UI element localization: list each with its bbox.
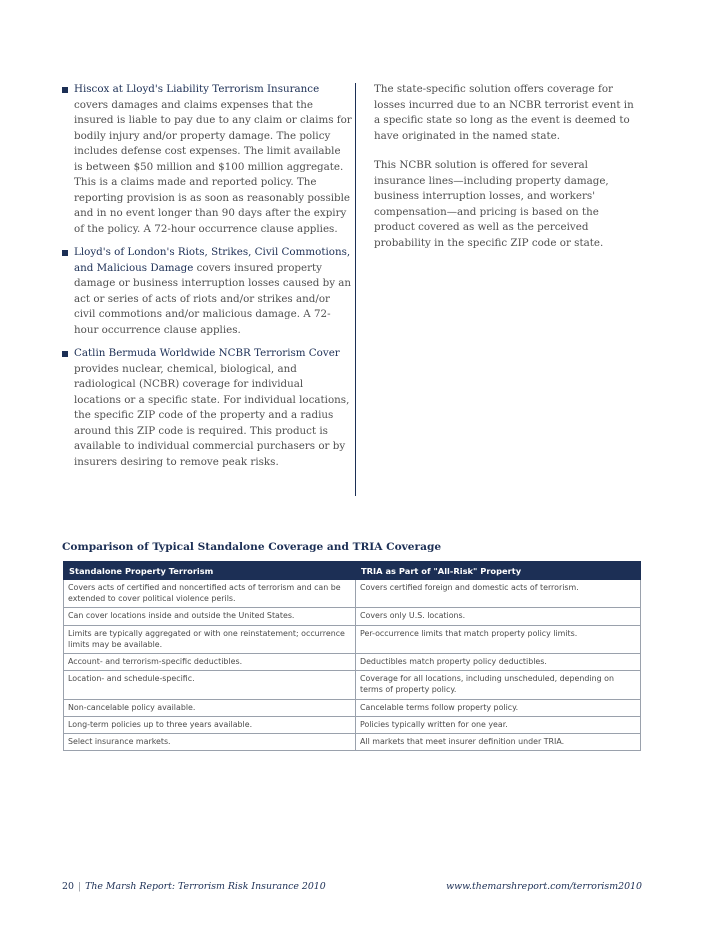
table-row bbox=[64, 734, 641, 751]
header-standalone: Standalone Property Terrorism bbox=[64, 562, 356, 580]
cell-tria: Policies typically written for one year. bbox=[356, 716, 641, 733]
product-name: Catlin Bermuda Worldwide NCBR Terrorism Cover bbox=[74, 347, 340, 359]
cell-standalone: Select insurance markets. bbox=[64, 734, 356, 751]
cell-standalone: Can cover locations inside and outside the United States. bbox=[64, 608, 356, 625]
table-row bbox=[64, 716, 641, 733]
table-row bbox=[64, 580, 641, 608]
product-name: Lloyd's of London's Riots, Strikes, Civil Commotions, and Malicious Damage bbox=[74, 246, 351, 274]
cell-standalone: Non-cancelable policy available. bbox=[64, 699, 356, 716]
cell-tria: Coverage for all locations, including unscheduled, depending on terms of property policy. bbox=[356, 671, 641, 699]
square-bullet-icon bbox=[62, 87, 68, 93]
right-paragraph: The state-specific solution offers coverage for losses incurred due to an NCBR terrorist event in a specific state so long as the event is deemed to have originated in the named state. bbox=[374, 83, 634, 142]
cell-tria: Per-occurrence limits that match property policy limits. bbox=[356, 625, 641, 653]
right-paragraph: This NCBR solution is offered for several insurance lines—including property damage, business interruption losses, and workers' compensation—and pricing is based on the product covered as well as the perceived probability in the specific ZIP code or state. bbox=[374, 159, 609, 249]
table-row bbox=[64, 625, 641, 653]
right-column bbox=[374, 82, 642, 265]
footer-citation bbox=[62, 881, 326, 892]
product-item-catlin bbox=[62, 346, 352, 470]
cell-tria: Deductibles match property policy deductibles. bbox=[356, 654, 641, 671]
cell-tria: Cancelable terms follow property policy. bbox=[356, 699, 641, 716]
cell-tria: Covers certified foreign and domestic acts of terrorism. bbox=[356, 580, 641, 608]
comparison-table bbox=[63, 561, 641, 751]
product-item-hiscox bbox=[62, 82, 352, 237]
footer-separator: | bbox=[77, 881, 82, 892]
page-number: 20 bbox=[62, 881, 74, 892]
cell-standalone: Covers acts of certified and noncertified acts of terrorism and can be extended to cover political violence perils. bbox=[64, 580, 356, 608]
cell-standalone: Account- and terrorism-specific deductibles. bbox=[64, 654, 356, 671]
cell-standalone: Long-term policies up to three years available. bbox=[64, 716, 356, 733]
table-header-row bbox=[64, 562, 641, 580]
table-row bbox=[64, 699, 641, 716]
left-column bbox=[62, 82, 352, 478]
product-item-lloyds bbox=[62, 245, 352, 338]
table-title: Comparison of Typical Standalone Coverage and TRIA Coverage bbox=[62, 541, 442, 553]
product-description: covers insured property damage or business interruption losses caused by an act or series of acts of riots and/or strikes and/or civil commotions and/or malicious damage. A 72-hour occurrence clause applies. bbox=[74, 261, 352, 336]
product-description: covers damages and claims expenses that the insured is liable to pay due to any claim or claims for bodily injury and/or property damage. The policy includes defense cost expenses. The limit available is between $50 million and $100 million aggregate. This is a claims made and reported policy. The reporting provision is as soon as reasonably possible and in no event longer than 90 days after the expiry of the policy. A 72-hour occurrence clause applies. bbox=[74, 98, 352, 235]
cell-tria: Covers only U.S. locations. bbox=[356, 608, 641, 625]
square-bullet-icon bbox=[62, 351, 68, 357]
column-divider bbox=[355, 83, 356, 496]
header-tria: TRIA as Part of "All-Risk" Property bbox=[356, 562, 641, 580]
cell-tria: All markets that meet insurer definition under TRIA. bbox=[356, 734, 641, 751]
cell-standalone: Location- and schedule-specific. bbox=[64, 671, 356, 699]
square-bullet-icon bbox=[62, 250, 68, 256]
table-row bbox=[64, 671, 641, 699]
table-row bbox=[64, 654, 641, 671]
product-name: Hiscox at Lloyd's Liability Terrorism Insurance bbox=[74, 83, 320, 95]
publication-title: The Marsh Report: Terrorism Risk Insurance 2010 bbox=[85, 881, 326, 892]
table-row bbox=[64, 608, 641, 625]
product-description: provides nuclear, chemical, biological, and radiological (NCBR) coverage for individual locations or a specific state. For individual locations, the specific ZIP code of the property and a radius around this ZIP code is required. This product is available to individual commercial purchasers or by insurers desiring to remove peak risks. bbox=[74, 362, 350, 468]
footer-url[interactable]: www.themarshreport.com/terrorism2010 bbox=[446, 881, 642, 892]
cell-standalone: Limits are typically aggregated or with one reinstatement; occurrence limits may be available. bbox=[64, 625, 356, 653]
